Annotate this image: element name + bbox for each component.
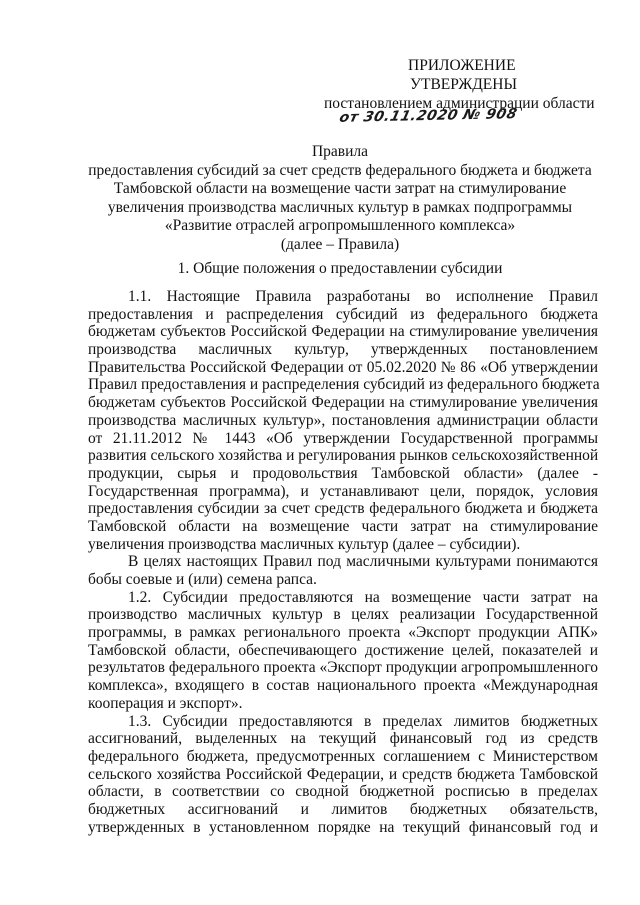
paragraph-line: утвержденных в установленном порядке на текущий финансовый год и	[88, 818, 598, 836]
approved-label: УТВЕРЖДЕНЫ	[410, 76, 517, 93]
document-title	[60, 143, 620, 254]
paragraph-line: бюджетам субъектов Российской Федерации на стимулирование увеличения	[88, 394, 598, 412]
paragraph-line: В целях настоящих Правил под масличными культурами понимаются	[128, 553, 598, 571]
paragraph-line: 1.2. Субсидии предоставляются на возмещение части затрат на	[128, 588, 598, 606]
appendix-label: ПРИЛОЖЕНИЕ	[408, 57, 516, 74]
paragraph-line: Государственная программа), и устанавливают цели, порядок, условия	[88, 482, 598, 500]
decree-line: постановлением администрации области	[324, 95, 595, 112]
paragraph-line: предоставления субсидии за счет средств федерального бюджета и бюджета	[88, 500, 598, 518]
paragraph-line: бобы соевые и (или) семена рапса.	[88, 571, 317, 588]
title-line: увеличения производства масличных культур в рамках подпрограммы	[107, 198, 573, 216]
title-line: Тамбовской области на возмещение части затрат на стимулирование	[113, 180, 567, 197]
paragraph-line: производство масличных культур в целях реализации Государственной	[88, 606, 598, 624]
paragraph-line: бюджетных ассигнований и лимитов бюджетных обязательств,	[88, 800, 598, 818]
paragraph-line: 1.3. Субсидии предоставляются в пределах лимитов бюджетных	[128, 712, 598, 730]
title-line: Правила	[311, 143, 369, 160]
paragraph-line: федерального бюджета, предусмотренных соглашением с Министерством	[88, 747, 598, 765]
paragraph-line: предоставления и распределения субсидий из федерального бюджета	[88, 305, 598, 323]
paragraph-line: увеличения производства масличных культур (далее – субсидии).	[88, 535, 521, 553]
handwritten-date-number: от 30.11.2020 № 908	[337, 106, 519, 126]
paragraph-line: результатов федерального проекта «Экспорт продукции агропромышленного	[88, 659, 599, 677]
paragraph-line: программы, в рамках регионального проекта «Экспорт продукции АПК»	[88, 624, 598, 642]
paragraph-line: бюджетам субъектов Российской Федерации на стимулирование увеличения	[88, 323, 598, 341]
paragraph-line: ассигнований, выделенных на текущий финансовый год из средств	[88, 730, 598, 748]
paragraph-line: производства масличных культур, утвержденных постановлением	[88, 341, 598, 359]
paragraph-line: от 21.11.2012 № 1443 «Об утверждении Государственной программы	[88, 429, 598, 447]
paragraph-line: 1.1. Настоящие Правила разработаны во исполнение Правил	[128, 288, 598, 305]
paragraph-line: Тамбовской области на возмещение части затрат на стимулирование	[88, 517, 598, 535]
paragraph-line: Правительства Российской Федерации от 05.02.2020 № 86 «Об утверждении	[88, 358, 598, 376]
paragraph-line: продукции, сырья и продовольствия Тамбовской области» (далее -	[88, 464, 598, 482]
section-heading: 1. Общие положения о предоставлении субсидии	[177, 260, 503, 277]
paragraph-line: Тамбовской области, обеспечивающего достижение целей, показателей и	[88, 641, 598, 659]
paragraph-line: области, в соответствии со сводной бюджетной росписью в пределах	[88, 783, 598, 801]
title-line: (далее – Правила)	[280, 235, 400, 253]
title-line: предоставления субсидий за счет средств федерального бюджета и бюджета	[88, 161, 592, 179]
paragraph-line: комплекса», входящего в состав национального проекта «Международная	[88, 677, 598, 695]
title-line: «Развитие отраслей агропромышленного комплекса»	[164, 217, 516, 234]
paragraph-line: Правил предоставления и распределения субсидий из федерального бюджета	[88, 376, 600, 394]
paragraph-line: сельского хозяйства Российской Федерации, и средств бюджета Тамбовской	[88, 765, 598, 783]
paragraph-line: развития сельского хозяйства и регулирования рынков сельскохозяйственной	[88, 447, 599, 465]
paragraph-line: производства масличных культур», постановления администрации области	[88, 411, 598, 429]
approval-stamp	[324, 56, 614, 113]
paragraph-line: кооперация и экспорт».	[88, 694, 243, 712]
body-text	[88, 288, 598, 836]
